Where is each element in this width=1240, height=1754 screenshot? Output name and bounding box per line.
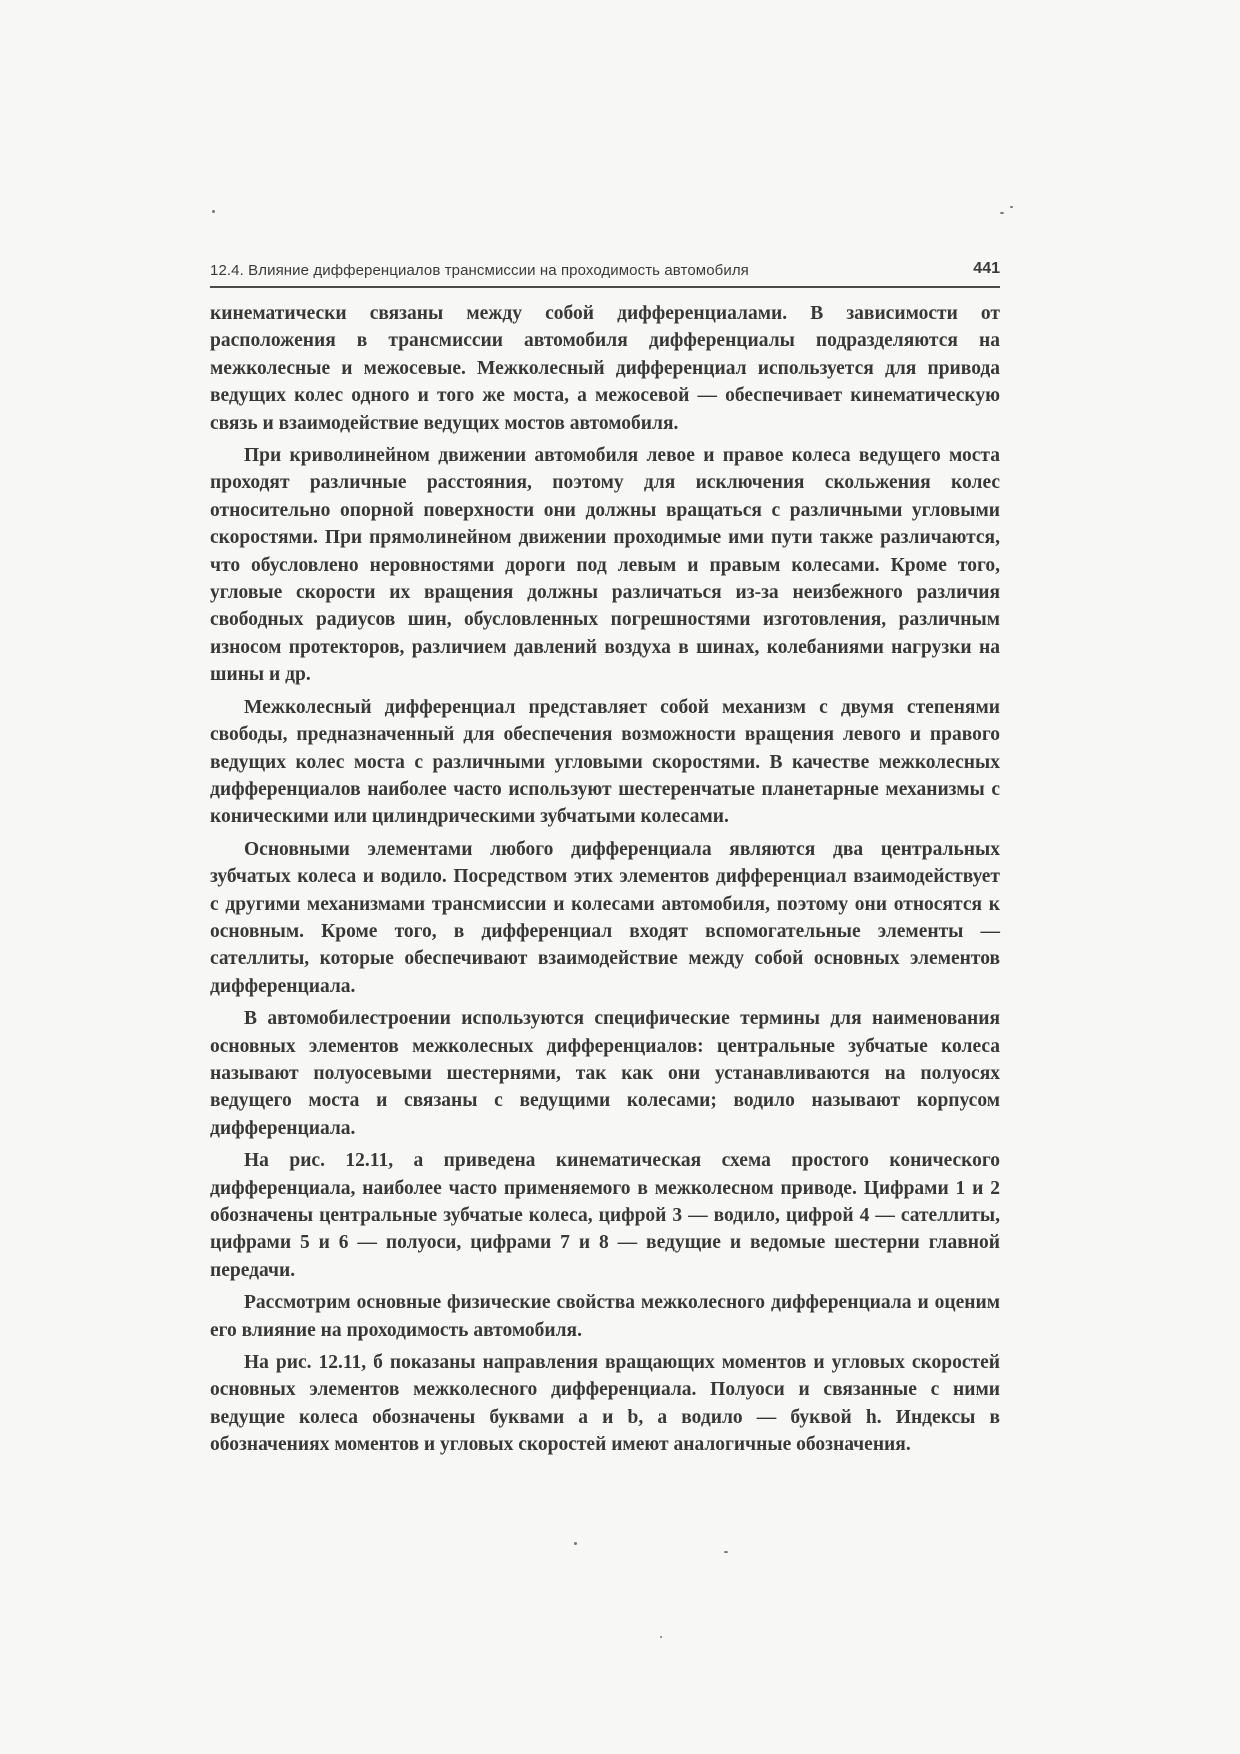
paragraph: На рис. 12.11, а приведена кинематическая схема простого конического дифференциала, наиболее часто применяемого в межколесном приводе. Цифрами 1 и 2 обозначены центральные зубчатые колеса, цифрой 3 — водило, цифрой 4 — сателлиты, цифрами 5 и 6 — полуоси, цифрами 7 и 8 — ведущие и ведомые шестерни главной передачи. [210,1150,1000,1281]
paragraph: В автомобилестроении используются специфические термины для наименования основных элементов межколесных дифференциалов: центральные зубчатые колеса называют полуосевыми шестернями, так как они устанавливаются на полуосях ведущего моста и связаны с ведущими колесами; водило называют корпусом дифференциала. [210,1008,1000,1139]
paragraph: Рассмотрим основные физические свойства межколесного дифференциала и оценим его влияние на проходимость автомобиля. [210,1292,1000,1341]
section-title: 12.4. Влияние дифференциалов трансмиссии на проходимость автомобиля [210,262,749,279]
book-page [210,0,1000,1754]
paragraph: кинематически связаны между собой дифференциалами. В зависимости от расположения в трансмиссии автомобиля дифференциалы подразделяются на межколесные и межосевые. Межколесный дифференциал используется для привода ведущих колес одного и того же моста, а межосевой — обеспечивает кинематическую связь и взаимодействие ведущих мостов автомобиля. [210,303,1000,434]
body-text [210,300,1000,1464]
paragraph: На рис. 12.11, б показаны направления вращающих моментов и угловых скоростей основных элементов межколесного дифференциала. Полуоси и связанные с ними ведущие колеса обозначены буквами a и b, а водило — буквой h. Индексы в обозначениях моментов и угловых скоростей имеют аналогичные обозначения. [210,1352,1000,1456]
running-header [210,258,1000,288]
paragraph: При криволинейном движении автомобиля левое и правое колеса ведущего моста проходят различные расстояния, поэтому для исключения скольжения колес относительно опорной поверхности они должны вращаться с различными угловыми скоростями. При прямолинейном движении проходимые ими пути также различаются, что обусловлено неровностями дороги под левым и правым колесами. Кроме того, угловые скорости их вращения должны различаться из-за неизбежного различия свободных радиусов шин, обусловленных погрешностями изготовления, различным износом протекторов, различием давлений воздуха в шинах, колебаниями нагрузки на шины и др. [210,445,1000,686]
paragraph: Межколесный дифференциал представляет собой механизм с двумя степенями свободы, предназначенный для обеспечения возможности вращения левого и правого ведущих колес моста с различными угловыми скоростями. В качестве межколесных дифференциалов наиболее часто используют шестеренчатые планетарные механизмы с коническими или цилиндрическими зубчатыми колесами. [210,696,1000,828]
page-number: 441 [973,260,1000,277]
paragraph: Основными элементами любого дифференциала являются два центральных зубчатых колеса и водило. Посредством этих элементов дифференциал взаимодействует с другими механизмами трансмиссии и колесами автомобиля, поэтому они относятся к основным. Кроме того, в дифференциал входят вспомогательные элементы — сателлиты, которые обеспечивают взаимодействие между собой основных элементов дифференциала. [210,838,1000,997]
